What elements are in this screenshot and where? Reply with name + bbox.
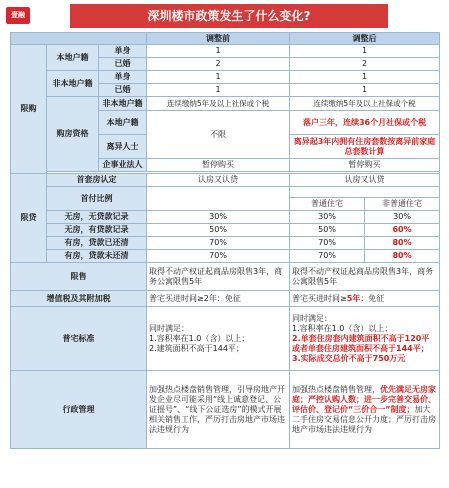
loan-category: 限贷 bbox=[11, 174, 47, 263]
loan-row-3-label: 有房，贷款已还清 bbox=[47, 237, 147, 250]
first-home-label: 首套房认定 bbox=[47, 174, 147, 187]
non-normal-house-label: 非普通住宅 bbox=[365, 198, 440, 211]
loan-row-3-before: 70% bbox=[147, 237, 290, 250]
standard-after-line-1: 同时满足： bbox=[292, 313, 333, 323]
first-home-after: 认房又认贷 bbox=[290, 174, 440, 187]
local-household-label: 本地户籍 bbox=[99, 111, 147, 135]
tax-after bbox=[290, 291, 440, 307]
loan-row-4-after-nonnormal: 80% bbox=[365, 250, 440, 263]
standard-after bbox=[290, 307, 440, 371]
loan-row-4-after-normal: 70% bbox=[290, 250, 365, 263]
admin-after bbox=[290, 371, 440, 449]
local-household-after: 落户三年，连续36个月社保或个税 bbox=[290, 111, 440, 135]
admin-after-suffix: 加大二手住房交易信息公开力度；严厉打击房地产市场违法违规行为 bbox=[292, 404, 437, 434]
down-payment-label: 首付比例 bbox=[47, 187, 147, 211]
local-single-before: 1 bbox=[147, 45, 290, 58]
col-after-header: 调整后 bbox=[290, 33, 440, 45]
nonlocal-person-after: 连续缴纳5年及以上社保或个税 bbox=[290, 97, 440, 111]
loan-row-2-before: 50% bbox=[147, 224, 290, 237]
standard-before-line-1: 同时满足： bbox=[149, 323, 190, 333]
standard-before bbox=[147, 307, 290, 371]
standard-before-line-3: 2.建筑面积不高于144平； bbox=[149, 343, 244, 353]
admin-after-highlight: 优先满足无房家庭；严控认购人数；进一步完善交易价、评估价、登记价“三价合一”制度； bbox=[292, 384, 437, 414]
page-title: 深圳楼市政策发生了什么变化? bbox=[70, 4, 388, 28]
loan-row-1-after-normal: 30% bbox=[290, 211, 365, 224]
nonlocal-single-after: 1 bbox=[290, 71, 440, 84]
nonlocal-hukou-label: 非本地户籍 bbox=[47, 71, 99, 97]
loan-row-2-after-normal: 50% bbox=[290, 224, 365, 237]
company-label: 企事业法人 bbox=[99, 159, 147, 172]
tax-after-suffix: ：免征 bbox=[360, 293, 385, 303]
nonlocal-person-label: 非本地户籍 bbox=[99, 97, 147, 111]
company-after: 暂停购买 bbox=[290, 159, 440, 172]
admin-after-prefix: 加强热点楼盘销售管理， bbox=[292, 384, 381, 394]
local-household-before: 不限 bbox=[147, 111, 290, 159]
local-married-before: 2 bbox=[147, 58, 290, 71]
nonlocal-married-after: 1 bbox=[290, 84, 440, 97]
nonlocal-single-label: 单身 bbox=[99, 71, 147, 84]
admin-category: 行政管理 bbox=[11, 371, 147, 449]
normal-house-label: 普通住宅 bbox=[290, 198, 365, 211]
header-empty-cell bbox=[11, 33, 147, 45]
purchase-category: 限购 bbox=[11, 45, 47, 174]
loan-row-2-label: 无房，有贷款记录 bbox=[47, 224, 147, 237]
local-married-after: 2 bbox=[290, 58, 440, 71]
tax-after-highlight: 5年 bbox=[346, 293, 361, 303]
nonlocal-single-before: 1 bbox=[147, 71, 290, 84]
local-single-label: 单身 bbox=[99, 45, 147, 58]
tax-after-prefix: 普宅买进时间≥ bbox=[292, 293, 347, 303]
admin-before: 加强热点楼盘销售管理，引导房地产开发企业尽可能采用“线上诚意登记、公证摇号”、“线下公证选房”的模式开展相关销售工作，严厉打击房地产市场违法违规行为 bbox=[147, 371, 290, 449]
loan-row-1-before: 30% bbox=[147, 211, 290, 224]
loan-row-3-after-nonnormal: 80% bbox=[365, 237, 440, 250]
down-payment-after-empty bbox=[290, 187, 440, 198]
down-payment-before-empty bbox=[147, 187, 290, 211]
divorced-after: 离异起3年内拥有住房套数按离异前家庭总套数计算 bbox=[290, 135, 440, 159]
standard-category: 普宅标准 bbox=[11, 307, 147, 371]
loan-row-1-label: 无房，无贷款记录 bbox=[47, 211, 147, 224]
nonlocal-person-before: 连续缴纳5年及以上社保或个税 bbox=[147, 97, 290, 111]
standard-after-line-2: 1.容积率在1.0（含）以上； bbox=[292, 323, 393, 333]
qualification-label: 购房资格 bbox=[47, 97, 99, 172]
policy-table bbox=[10, 32, 440, 449]
local-married-label: 已婚 bbox=[99, 58, 147, 71]
nonlocal-married-label: 已婚 bbox=[99, 84, 147, 97]
first-home-before: 认房又认贷 bbox=[147, 174, 290, 187]
resale-after: 取得不动产权证起商品房限售3年，商务公寓限售5年 bbox=[290, 263, 440, 291]
loan-row-4-label: 有房，贷款未还清 bbox=[47, 250, 147, 263]
divorced-label: 离异人士 bbox=[99, 135, 147, 159]
resale-before: 取得不动产权证起商品房限售3年，商务公寓限售5年 bbox=[147, 263, 290, 291]
company-before: 暂停购买 bbox=[147, 159, 290, 172]
local-hukou-label: 本地户籍 bbox=[47, 45, 99, 71]
header bbox=[0, 0, 449, 30]
local-single-after: 1 bbox=[290, 45, 440, 58]
loan-row-2-after-nonnormal: 60% bbox=[365, 224, 440, 237]
loan-row-1-after-nonnormal: 30% bbox=[365, 211, 440, 224]
tax-before: 普宅买进时间≥2年：免征 bbox=[147, 291, 290, 307]
standard-after-line-3: 2.单套住房套内建筑面积不高于120平或者单套住房建筑面积不高于144平； bbox=[292, 333, 430, 353]
logo: 壹融 bbox=[6, 7, 30, 24]
loan-row-4-before: 70% bbox=[147, 250, 290, 263]
standard-before-line-2: 1.容积率在1.0（含）以上； bbox=[149, 333, 250, 343]
tax-category: 增值税及其附加税 bbox=[11, 291, 147, 307]
standard-after-line-4: 3.实际成交总价不高于750万元 bbox=[292, 353, 406, 363]
col-before-header: 调整前 bbox=[147, 33, 290, 45]
resale-category: 限售 bbox=[11, 263, 147, 291]
nonlocal-married-before: 1 bbox=[147, 84, 290, 97]
loan-row-3-after-normal: 70% bbox=[290, 237, 365, 250]
